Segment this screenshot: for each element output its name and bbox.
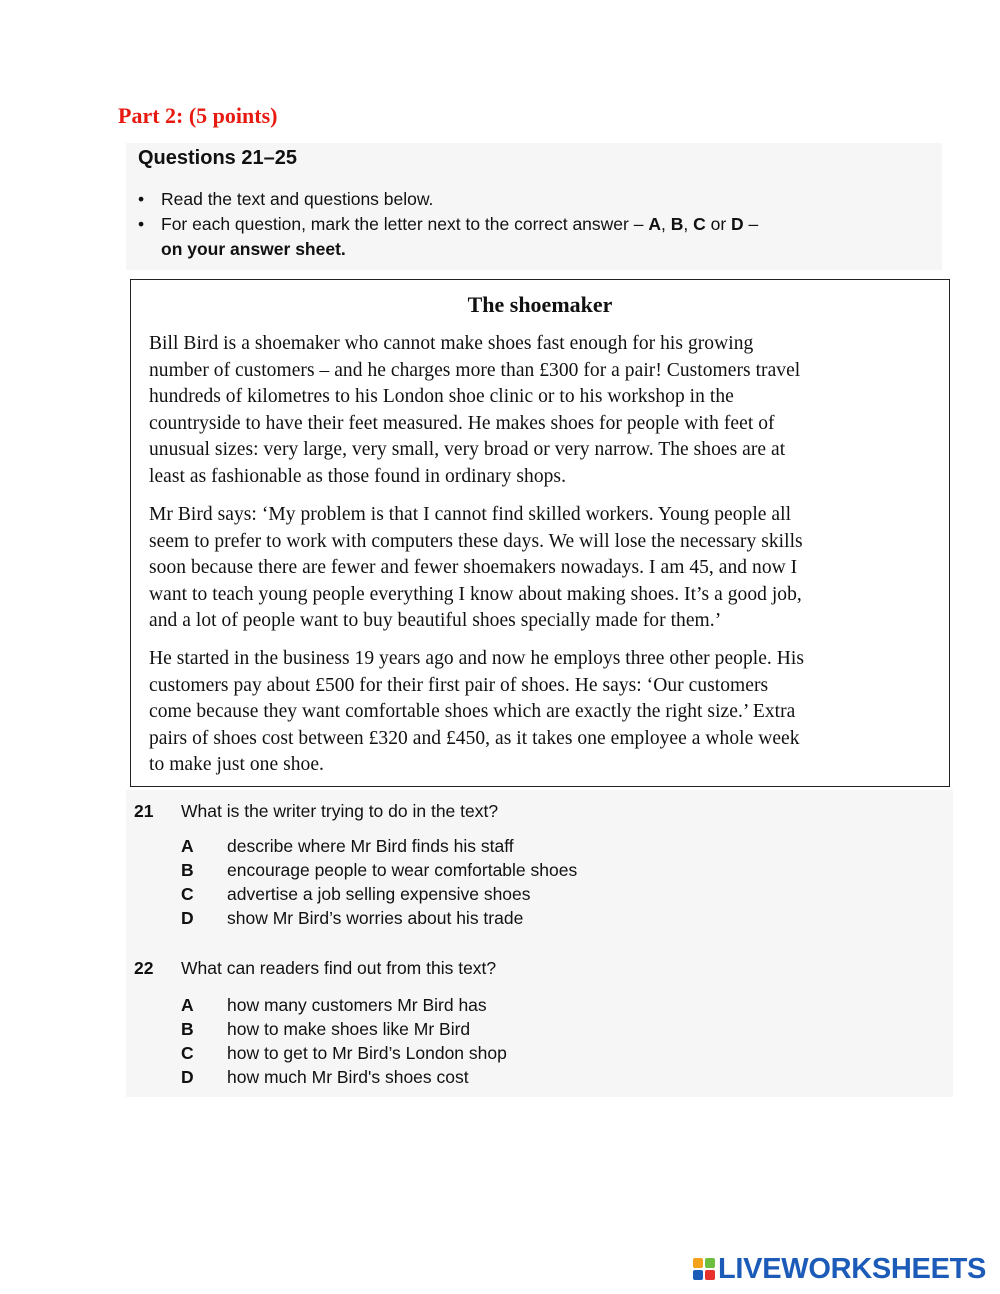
answer-option-22-d[interactable]: D how much Mr Bird's shoes cost: [181, 1067, 469, 1087]
answer-option-21-c[interactable]: C advertise a job selling expensive shoes: [181, 884, 531, 904]
instruction-item: • For each question, mark the letter next to the correct answer – A, B, C or D – on your answer sheet.: [138, 212, 898, 262]
answer-option-21-b[interactable]: B encourage people to wear comfortable shoes: [181, 860, 578, 880]
answer-option-21-a[interactable]: A describe where Mr Bird finds his staff: [181, 836, 514, 856]
logo-text: LIVEWORKSHEETS: [718, 1252, 987, 1285]
passage-paragraph: Mr Bird says: ‘My problem is that I cannot find skilled workers. Young people all seem to prefer to work with computers these days. We will lose the necessary skills soon because there are fewer and fewer shoemakers nowadays. I am 45, and now I want to teach young people everything I know about making shoes. It’s a good job, and a lot of people want to buy beautiful shoes specially made for them.’: [149, 504, 803, 631]
reading-passage: [130, 279, 950, 787]
passage-paragraph: He started in the business 19 years ago and now he employs three other people. His customers pay about £500 for their first pair of shoes. He says: ‘Our customers come because they want comfortable shoes which are exactly the right size.’ Extra pairs of shoes cost between £320 and £450, as it takes one employee a whole week to make just one shoe.: [149, 648, 805, 775]
liveworksheets-logo-icon: [693, 1258, 715, 1280]
answer-option-22-b[interactable]: B how to make shoes like Mr Bird: [181, 1019, 471, 1039]
part-title: Part 2: (5 points): [118, 103, 278, 128]
instructions-list: [138, 187, 898, 262]
liveworksheets-logo[interactable]: [693, 1253, 986, 1285]
passage-title: The shoemaker: [467, 292, 613, 317]
question-number: 22: [134, 958, 154, 978]
questions-heading: Questions 21–25: [138, 147, 297, 169]
answer-option-22-c[interactable]: C how to get to Mr Bird’s London shop: [181, 1043, 507, 1063]
question-text: What is the writer trying to do in the text?: [181, 801, 499, 821]
passage-paragraph: Bill Bird is a shoemaker who cannot make shoes fast enough for his growing number of customers – and he charges more than £300 for a pair! Customers travel hundreds of kilometres to his London shoe clinic or to his workshop in the countryside to have their feet measured. He makes shoes for people with feet of unusual sizes: very large, very small, very broad or very narrow. The shoes are at least as fashionable as those found in ordinary shops.: [149, 333, 801, 487]
answer-option-22-a[interactable]: A how many customers Mr Bird has: [181, 995, 487, 1015]
instruction-item: • Read the text and questions below.: [138, 187, 898, 212]
question-number: 21: [134, 801, 154, 821]
question-text: What can readers find out from this text?: [181, 958, 497, 978]
answer-option-21-d[interactable]: D show Mr Bird’s worries about his trade: [181, 908, 524, 928]
